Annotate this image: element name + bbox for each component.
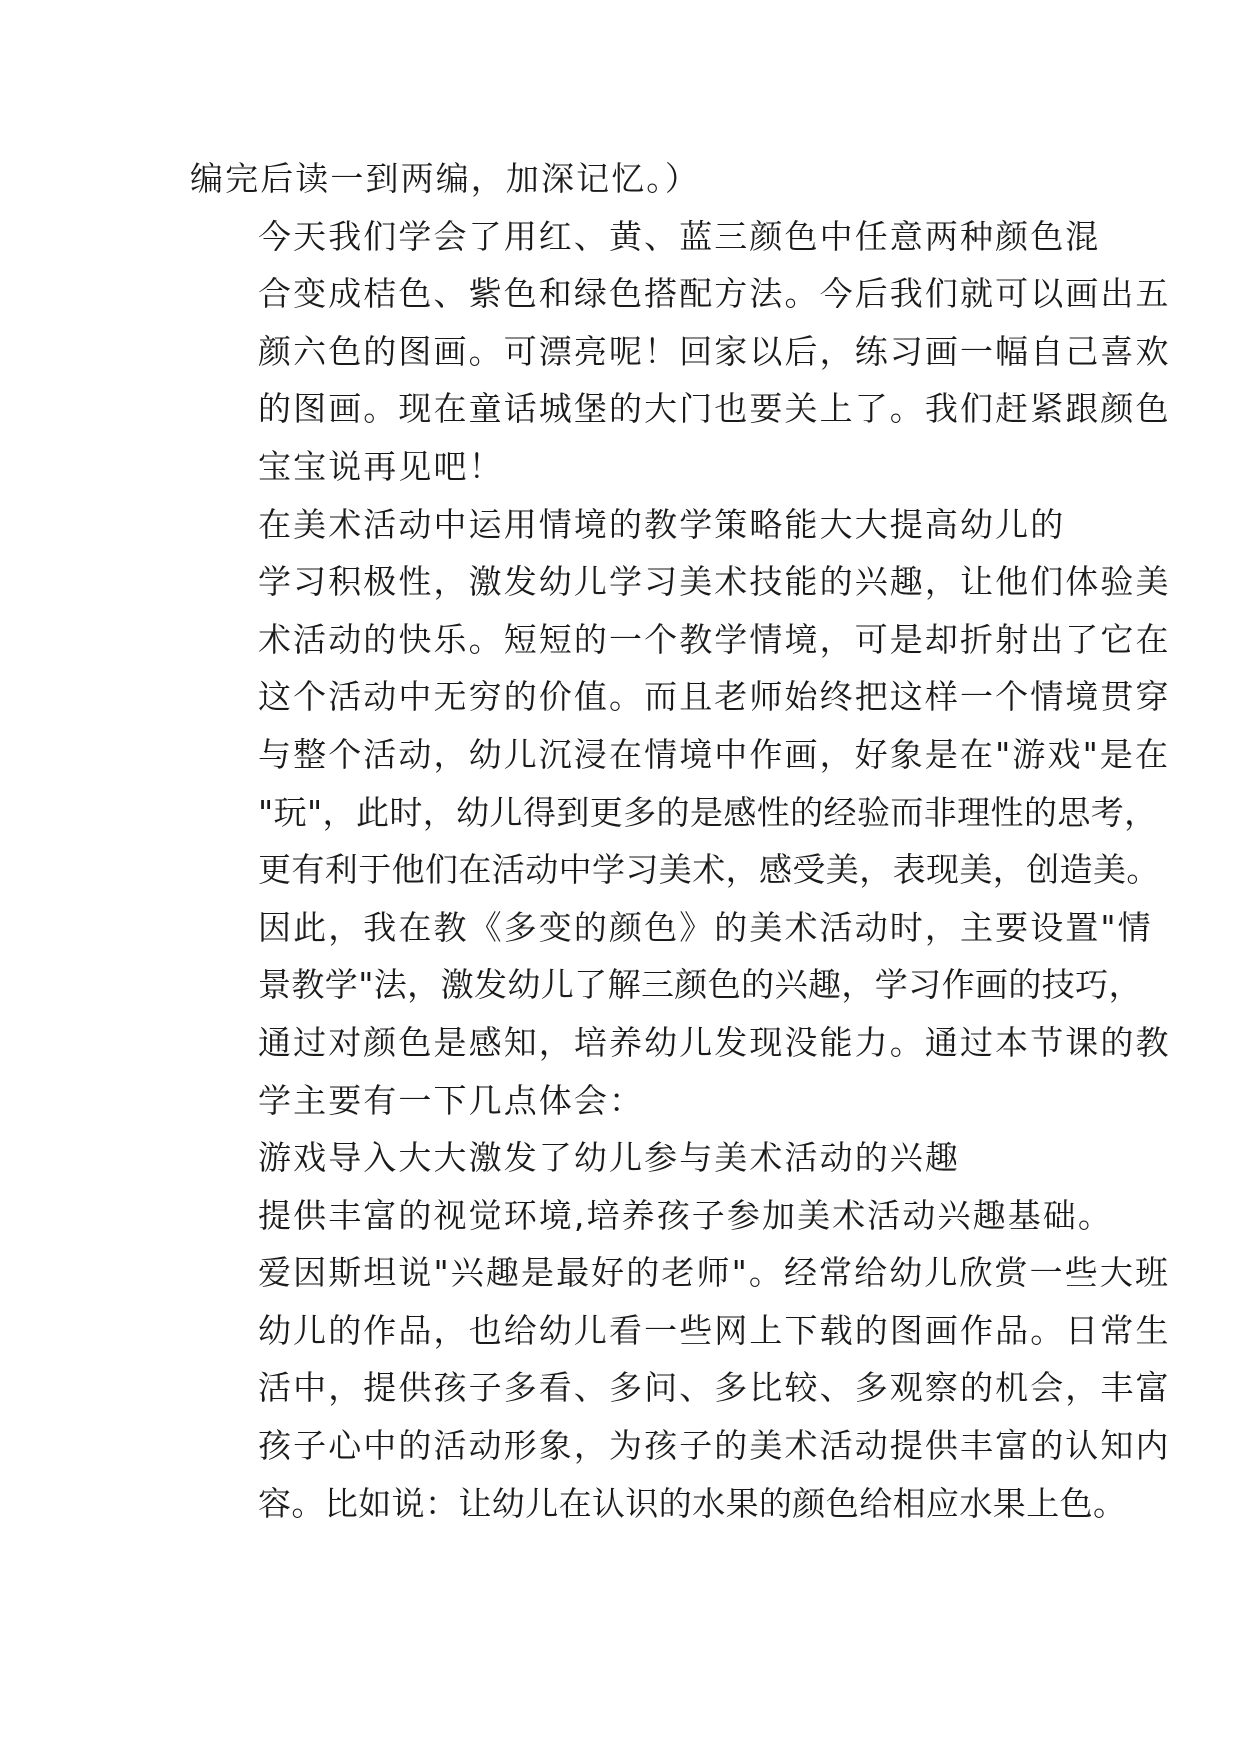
document-body	[190, 150, 1171, 1532]
text-line: 编完后读一到两编，加深记忆。）	[190, 159, 700, 198]
paragraph-closing-note	[190, 150, 1080, 208]
text-line: 活中，提供孩子多看、多问、多比较、多观察的机会，丰富	[258, 1368, 1171, 1408]
paragraph-visual-environment	[190, 1187, 1171, 1533]
paragraph-subheading	[190, 1129, 1080, 1187]
text-line: 幼儿的作品，也给幼儿看一些网上下载的图画作品。日常生	[258, 1310, 1171, 1350]
text-line: 宝宝说再见吧！	[258, 446, 504, 486]
text-line: 景教学"法，激发幼儿了解三颜色的兴趣，学习作画的技巧，	[258, 965, 1142, 1005]
text-line: 与整个活动，幼儿沉浸在情境中作画，好象是在"游戏"是在	[258, 734, 1171, 774]
text-line: 颜六色的图画。可漂亮呢！回家以后，练习画一幅自己喜欢	[258, 331, 1171, 371]
paragraph-summary	[190, 208, 1171, 496]
text-line: "玩"，此时，幼儿得到更多的是感性的经验而非理性的思考，	[258, 792, 1158, 832]
text-line: 这个活动中无穷的价值。而且老师始终把这样一个情境贯穿	[258, 677, 1171, 717]
text-line: 更有利于他们在活动中学习美术，感受美，表现美，创造美。	[258, 850, 1160, 890]
text-line: 提供丰富的视觉环境,培养孩子参加美术活动兴趣基础。	[258, 1195, 1113, 1235]
text-line: 合变成桔色、紫色和绿色搭配方法。今后我们就可以画出五	[258, 274, 1171, 314]
paragraph-reflection	[190, 496, 1171, 1130]
text-line: 因此，我在教《多变的颜色》的美术活动时，主要设置"情	[258, 907, 1153, 947]
text-line: 游戏导入大大激发了幼儿参与美术活动的兴趣	[258, 1138, 960, 1178]
text-line: 的图画。现在童话城堡的大门也要关上了。我们赶紧跟颜色	[258, 389, 1171, 429]
text-line: 学习积极性，激发幼儿学习美术技能的兴趣，让他们体验美	[258, 562, 1171, 602]
text-line: 学主要有一下几点体会：	[258, 1080, 645, 1120]
text-line: 容。比如说：让幼儿在认识的水果的颜色给相应水果上色。	[258, 1483, 1127, 1523]
text-line: 在美术活动中运用情境的教学策略能大大提高幼儿的	[258, 504, 1066, 544]
text-line: 通过对颜色是感知，培养幼儿发现没能力。通过本节课的教	[258, 1022, 1171, 1062]
text-line: 术活动的快乐。短短的一个教学情境，可是却折射出了它在	[258, 619, 1171, 659]
text-line: 孩子心中的活动形象，为孩子的美术活动提供丰富的认知内	[258, 1426, 1171, 1466]
text-line: 今天我们学会了用红、黄、蓝三颜色中任意两种颜色混	[258, 216, 1101, 256]
text-line: 爱因斯坦说"兴趣是最好的老师"。经常给幼儿欣赏一些大班	[258, 1253, 1171, 1293]
